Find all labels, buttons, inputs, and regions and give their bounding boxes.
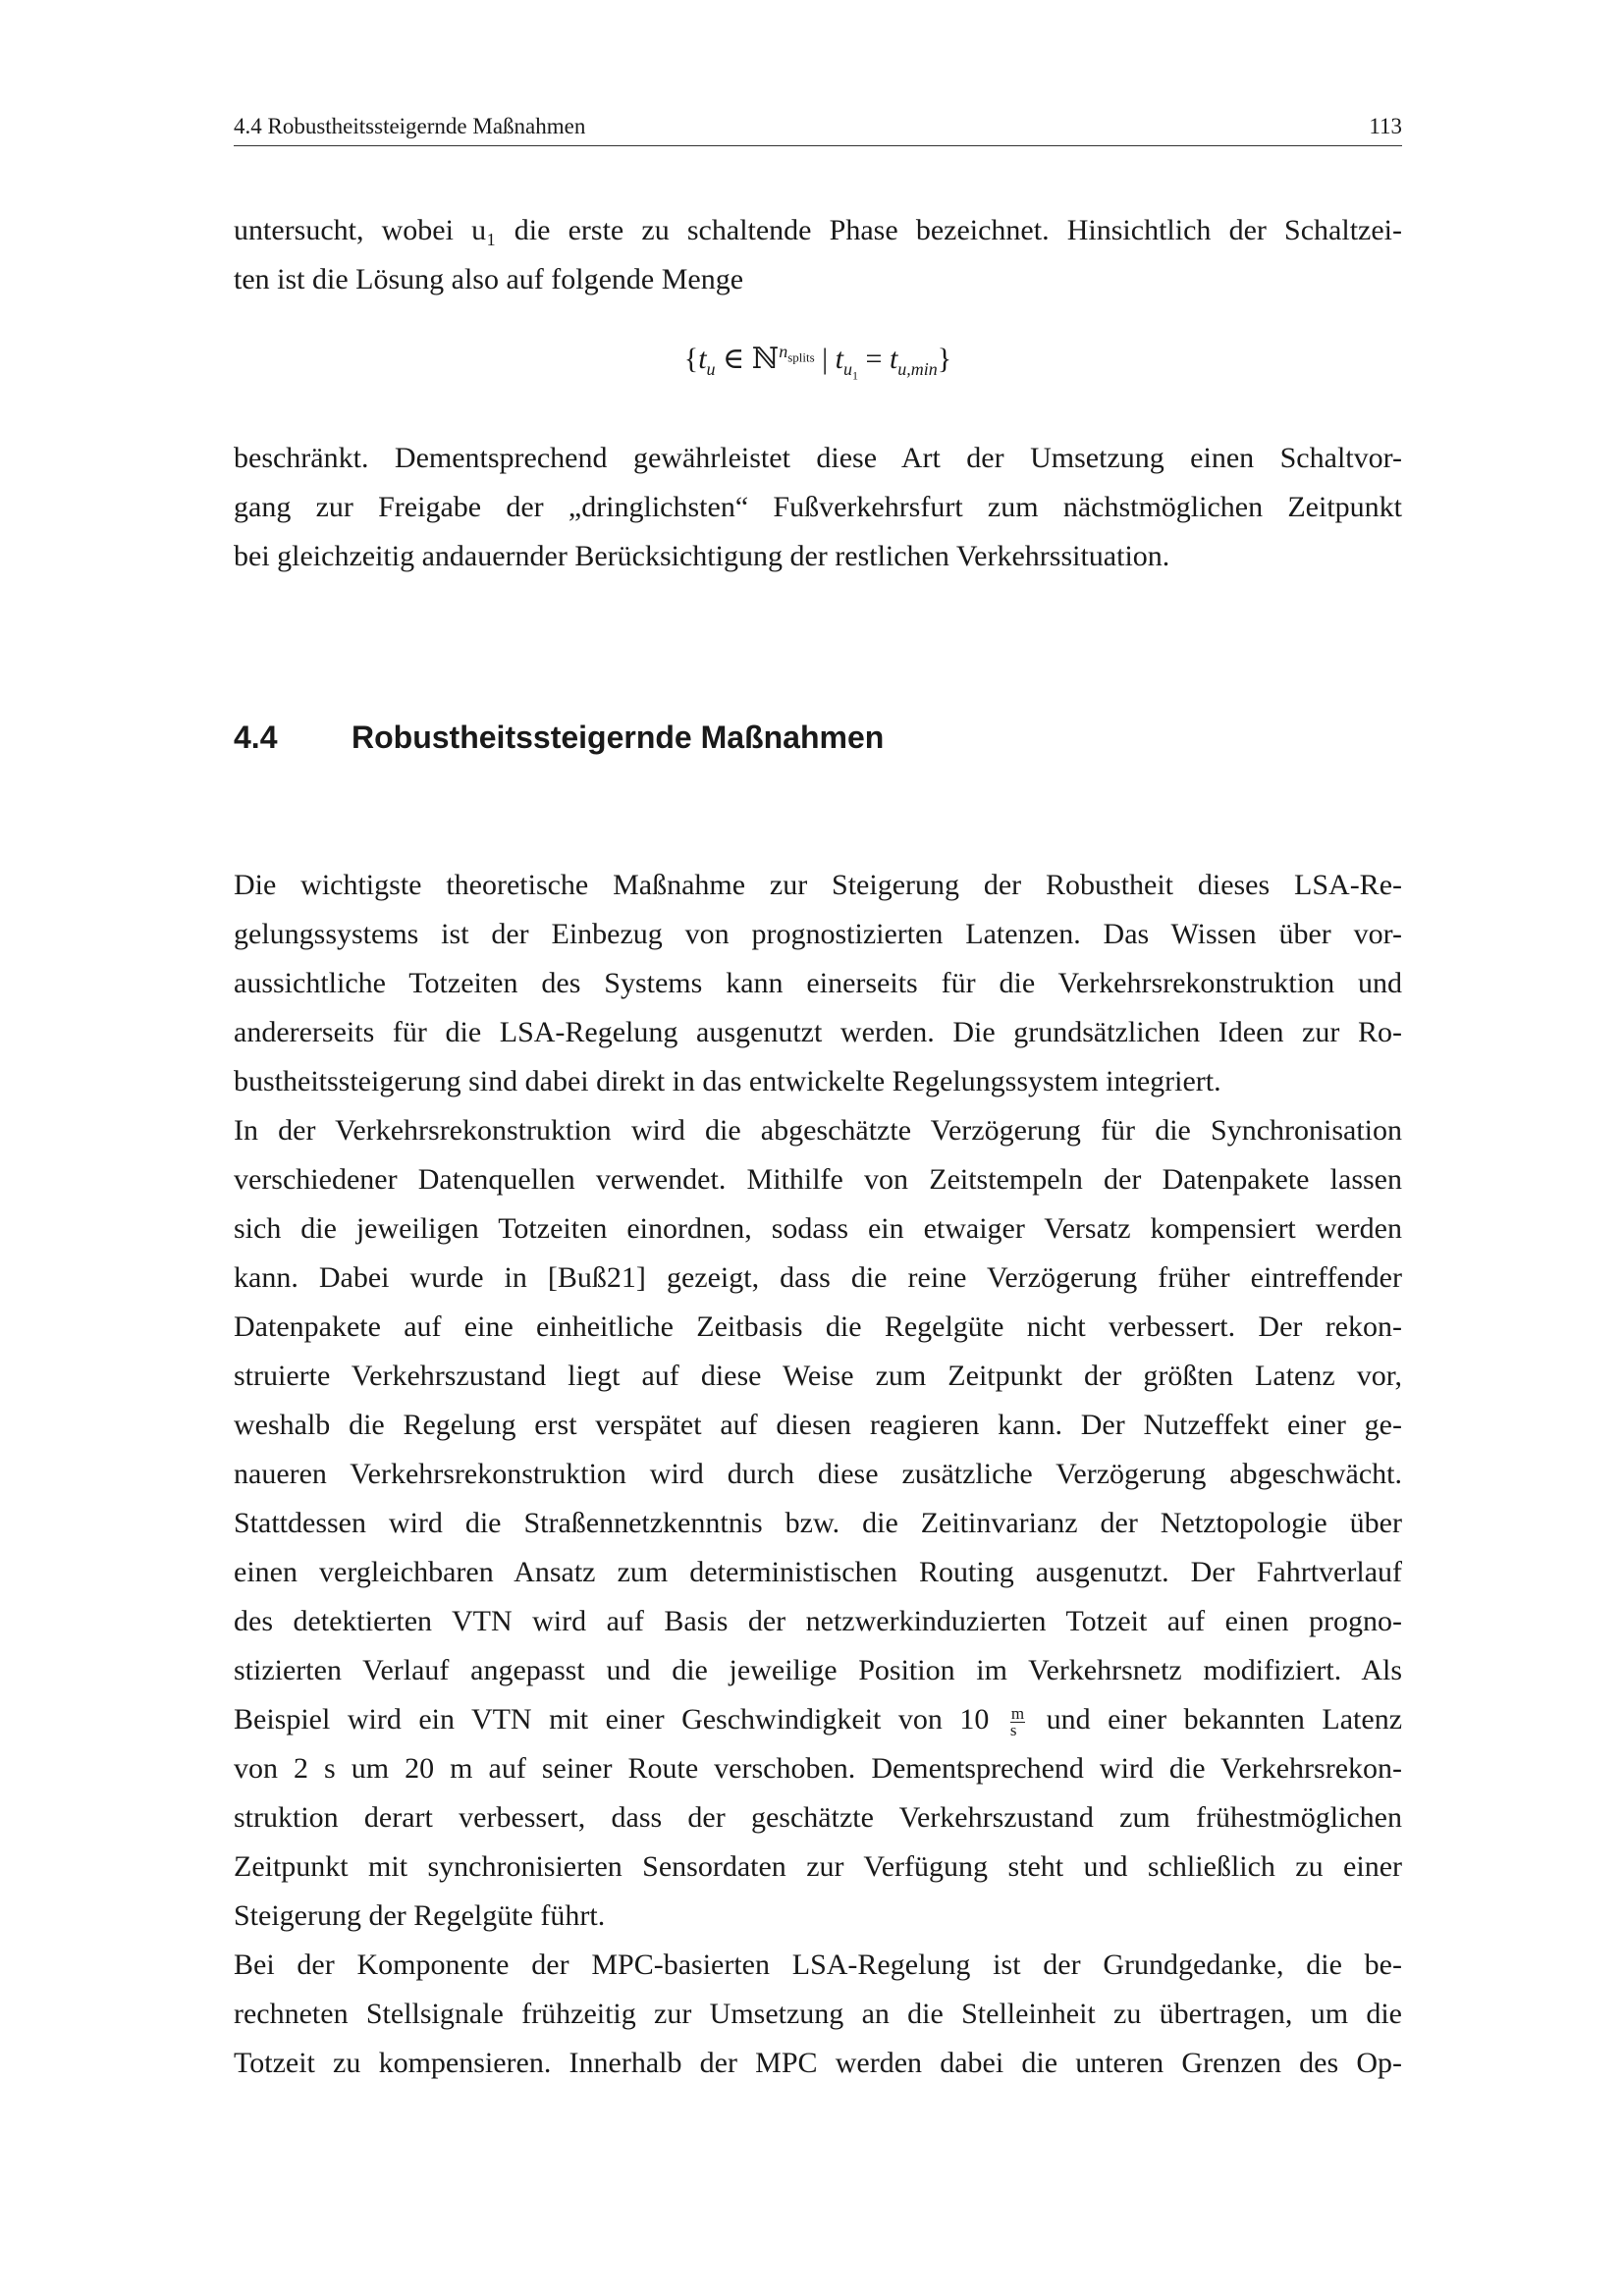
text-line: aussichtliche Totzeiten des Systems kann einerseits für die Verkehrsrekonstruktion und bbox=[234, 967, 1402, 999]
text-line: untersucht, wobei u₁ die erste zu schaltende Phase bezeichnet. Hinsichtlich der Schaltzei- bbox=[234, 214, 1402, 246]
running-header bbox=[234, 114, 1402, 146]
text-line: sich die jeweiligen Totzeiten einordnen, sodass ein etwaiger Versatz kompensiert werden bbox=[234, 1212, 1402, 1245]
text-line: In der Verkehrsrekonstruktion wird die abgeschätzte Verzögerung für die Synchronisation bbox=[234, 1114, 1402, 1147]
text-line: struktion derart verbessert, dass der geschätzte Verkehrszustand zum frühestmöglichen bbox=[234, 1801, 1402, 1834]
text-line: verschiedener Datenquellen verwendet. Mithilfe von Zeitstempeln der Datenpakete lassen bbox=[234, 1163, 1402, 1196]
after-equation-paragraph bbox=[234, 434, 1402, 581]
text-line: Totzeit zu kompensieren. Innerhalb der MPC werden dabei die unteren Grenzen des Op- bbox=[234, 2047, 1402, 2079]
text-line: bustheitssteigerung sind dabei direkt in das entwickelte Regelungssystem integriert. bbox=[234, 1065, 1221, 1097]
text-line: weshalb die Regelung erst verspätet auf diesen reagieren kann. Der Nutzeffekt einer ge- bbox=[234, 1409, 1402, 1441]
text-line-with-fraction: Beispiel wird ein VTN mit einer Geschwindigkeit von 10 $\frac{m}{s}$ und einer bekannten Latenz bbox=[234, 1703, 1403, 1739]
text-line: bei gleichzeitig andauernder Berücksichtigung der restlichen Verkehrssituation. bbox=[234, 540, 1170, 572]
section-heading bbox=[234, 720, 884, 756]
section-title: Robustheitssteigernde Maßnahmen bbox=[352, 720, 885, 755]
text-line: struierte Verkehrszustand liegt auf diese Weise zum Zeitpunkt der größten Latenz vor, bbox=[234, 1360, 1402, 1392]
section-number: 4.4 bbox=[234, 720, 278, 755]
text-line: rechneten Stellsignale frühzeitig zur Umsetzung an die Stelleinheit zu übertragen, um die bbox=[234, 1998, 1402, 2030]
text-line: stizierten Verlauf angepasst und die jeweilige Position im Verkehrsnetz modifiziert. Als bbox=[234, 1654, 1402, 1686]
text-line: des detektierten VTN wird auf Basis der netzwerkinduzierten Totzeit auf einen progno- bbox=[234, 1605, 1402, 1637]
text-line: Zeitpunkt mit synchronisierten Sensordaten zur Verfügung steht und schließlich zu einer bbox=[234, 1850, 1402, 1883]
text-line: naueren Verkehrsrekonstruktion wird durch diese zusätzliche Verzögerung abgeschwächt. bbox=[234, 1458, 1402, 1490]
text-line: ten ist die Lösung also auf folgende Menge bbox=[234, 263, 744, 295]
text-line: von 2 s um 20 m auf seiner Route verschoben. Dementsprechend wird die Verkehrsrekon- bbox=[234, 1752, 1402, 1785]
text-line: Die wichtigste theoretische Maßnahme zur Steigerung der Robustheit dieses LSA-Re- bbox=[234, 869, 1402, 901]
text-line: gang zur Freigabe der „dringlichsten“ Fußverkehrsfurt zum nächstmöglichen Zeitpunkt bbox=[234, 491, 1402, 523]
section-body bbox=[234, 861, 1402, 2088]
text-line: Datenpakete auf eine einheitliche Zeitbasis die Regelgüte nicht verbessert. Der rekon- bbox=[234, 1310, 1402, 1343]
text-line: einen vergleichbaren Ansatz zum deterministischen Routing ausgenutzt. Der Fahrtverlauf bbox=[234, 1556, 1402, 1588]
page-number: 113 bbox=[1369, 114, 1402, 138]
text-line: gelungssystems ist der Einbezug von prognostizierten Latenzen. Das Wissen über vor- bbox=[234, 918, 1402, 950]
running-title: 4.4 Robustheitssteigernde Maßnahmen bbox=[234, 114, 586, 138]
text-line: Bei der Komponente der MPC-basierten LSA-Regelung ist der Grundgedanke, die be- bbox=[234, 1949, 1402, 1981]
unit-fraction: $\frac{m}{s}$ bbox=[1009, 1703, 1025, 1739]
intro-paragraph bbox=[234, 206, 1402, 304]
text-line: Stattdessen wird die Straßennetzkenntnis bzw. die Zeitinvarianz der Netztopologie über bbox=[234, 1507, 1402, 1539]
text-line: kann. Dabei wurde in [Buß21] gezeigt, dass die reine Verzögerung früher eintreffender bbox=[234, 1261, 1402, 1294]
set-equation: {$t_u$ ∈ ℕ$^{n_{splits}}$ | $t_{u_1} = t_{u,min}$} bbox=[683, 342, 952, 383]
text-line: Steigerung der Regelgüte führt. bbox=[234, 1899, 606, 1932]
text-line: beschränkt. Dementsprechend gewährleistet diese Art der Umsetzung einen Schaltvor- bbox=[234, 442, 1402, 474]
text-line: andererseits für die LSA-Regelung ausgenutzt werden. Die grundsätzlichen Ideen zur Ro- bbox=[234, 1016, 1402, 1048]
